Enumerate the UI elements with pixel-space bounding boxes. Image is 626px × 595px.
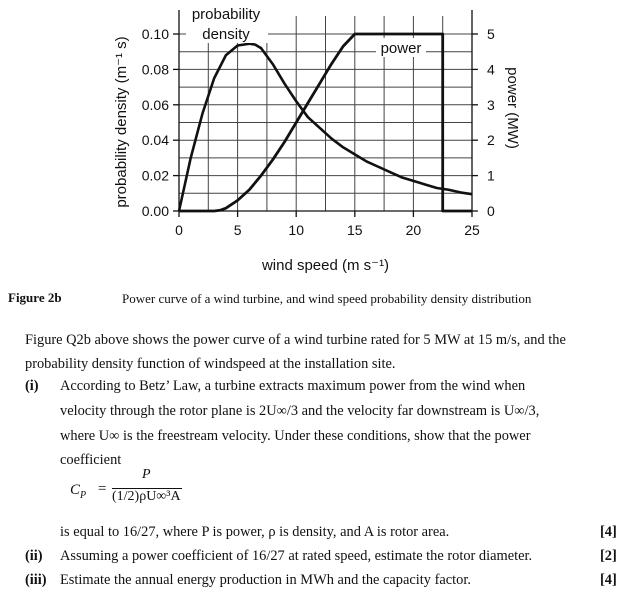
y-right-tick-label: 4 — [487, 61, 495, 78]
part-i-after: is equal to 16/27, where P is power, ρ is density, and A is rotor area. — [60, 524, 450, 540]
formula-numerator: P — [142, 467, 151, 482]
y-left-tick-label: 0.08 — [141, 61, 169, 78]
x-tick-label: 5 — [233, 222, 242, 238]
y-right-tick-label: 0 — [487, 203, 495, 219]
y-left-tick-label: 0.02 — [141, 167, 169, 184]
part-ii-number: (ii) — [25, 548, 43, 564]
chart-grid — [179, 16, 472, 211]
part-ii-marks: [2] — [600, 548, 617, 564]
y-right-tick-label: 3 — [487, 96, 495, 113]
y-left-tick-label: 0.04 — [141, 132, 169, 149]
y-axis-right-title: power (MW) — [504, 67, 521, 149]
x-tick-label: 20 — [405, 222, 422, 238]
probability-density-annotation: probability — [191, 6, 261, 23]
y-axis-left-title: probability density (m⁻¹ s) — [113, 36, 130, 208]
power-and-probability-chart — [0, 0, 626, 280]
part-i-line-1: According to Betz’ Law, a turbine extracts maximum power from the wind when — [60, 378, 526, 394]
formula-equals: = — [98, 481, 107, 497]
part-i-marks: [4] — [600, 524, 617, 540]
x-axis-title: wind speed (m s⁻¹) — [261, 257, 390, 274]
y-right-tick-label: 5 — [487, 26, 495, 42]
power-annotation: power — [380, 40, 422, 57]
part-i-line-3: where U∞ is the freestream velocity. Under these conditions, show that the power — [60, 428, 531, 444]
y-right-tick-label: 2 — [487, 132, 495, 149]
part-i-number: (i) — [25, 378, 39, 394]
x-tick-label: 10 — [288, 222, 304, 238]
part-ii-text: Assuming a power coefficient of 16/27 at rated speed, estimate the rotor diameter. — [60, 548, 533, 564]
figure-caption: Power curve of a wind turbine, and wind speed probability density distribution — [122, 291, 532, 306]
question-intro: Figure Q2b above shows the power curve of a wind turbine rated for 5 MW at 15 m/s, and the probability density function of windspeed at the installation site. — [25, 332, 566, 372]
figure-label: Figure 2b — [8, 290, 62, 305]
x-tick-label: 25 — [464, 222, 480, 238]
part-iii-text: Estimate the annual energy production in MWh and the capacity factor. — [60, 572, 471, 588]
part-i-line-4: coefficient — [60, 452, 122, 468]
formula-lhs: $C_P$ — [70, 482, 87, 501]
y-right-tick-label: 1 — [487, 167, 495, 184]
x-tick-label: 0 — [175, 222, 183, 238]
formula — [70, 468, 220, 512]
probability-density-annotation: density — [202, 26, 250, 43]
part-iii-marks: [4] — [600, 572, 617, 588]
part-iii-number: (iii) — [25, 572, 47, 588]
y-left-tick-label: 0.10 — [141, 26, 169, 42]
y-left-tick-label: 0.00 — [141, 203, 169, 219]
part-i-line-2: velocity through the rotor plane is 2U∞/3 and the velocity far downstream is U∞/3, — [60, 403, 540, 419]
formula-denominator: (1/2)ρU∞³A — [112, 489, 181, 504]
x-tick-label: 15 — [347, 222, 363, 238]
y-left-tick-label: 0.06 — [141, 96, 169, 113]
